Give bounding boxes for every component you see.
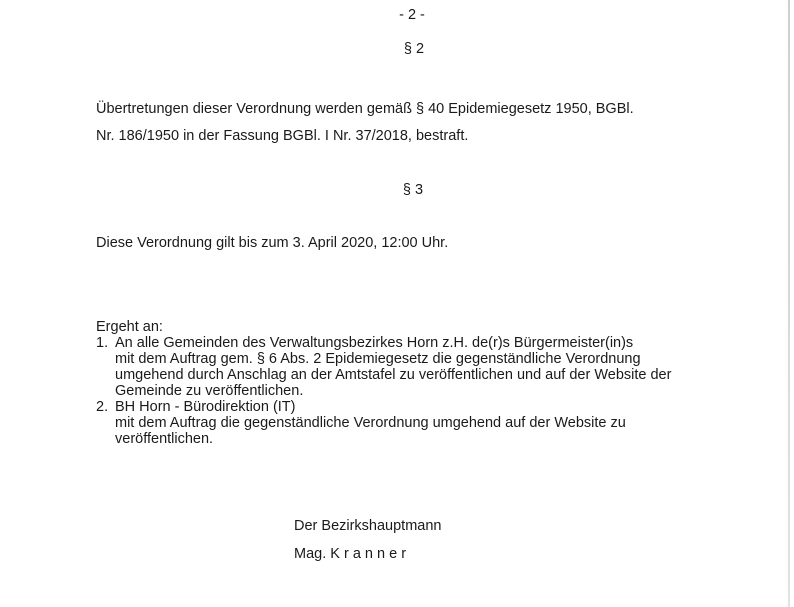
- distribution-item-line: An alle Gemeinden des Verwaltungsbezirkes Horn z.H. de(r)s Bürgermeister(in)s: [115, 335, 634, 351]
- distribution-list: [96, 319, 671, 447]
- signature-name: Mag. K r a n n e r: [294, 546, 407, 562]
- distribution-item-line: veröffentlichen.: [115, 431, 214, 447]
- distribution-item-line: mit dem Auftrag die gegenständliche Verordnung umgehend auf der Website zu: [115, 415, 626, 431]
- section-2-heading: § 2: [403, 41, 425, 57]
- section-2-line: Nr. 186/1950 in der Fassung BGBl. I Nr. 37/2018, bestraft.: [96, 128, 469, 144]
- distribution-item-number: 2.: [96, 399, 109, 415]
- distribution-item: [96, 399, 671, 447]
- distribution-item-line: umgehend durch Anschlag an der Amtstafel zu veröffentlichen und auf der Website der: [115, 367, 672, 383]
- signature-title: Der Bezirkshauptmann: [294, 518, 442, 534]
- signature-block: [294, 512, 442, 568]
- section-3-text: Diese Verordnung gilt bis zum 3. April 2020, 12:00 Uhr.: [96, 235, 449, 251]
- section-3-heading: § 3: [402, 182, 424, 198]
- section-2-text: [96, 96, 634, 150]
- distribution-item: [96, 335, 671, 399]
- distribution-item-line: mit dem Auftrag gem. § 6 Abs. 2 Epidemiegesetz die gegenständliche Verordnung: [115, 351, 641, 367]
- page-number: - 2 -: [399, 7, 425, 23]
- distribution-item-line: Gemeinde zu veröffentlichen.: [115, 383, 304, 399]
- scan-edge-line: [788, 0, 790, 607]
- distribution-title: Ergeht an:: [96, 319, 163, 335]
- section-2-line: Übertretungen dieser Verordnung werden gemäß § 40 Epidemiegesetz 1950, BGBl.: [96, 101, 634, 117]
- distribution-item-line: BH Horn - Bürodirektion (IT): [115, 399, 296, 415]
- distribution-item-number: 1.: [96, 335, 109, 351]
